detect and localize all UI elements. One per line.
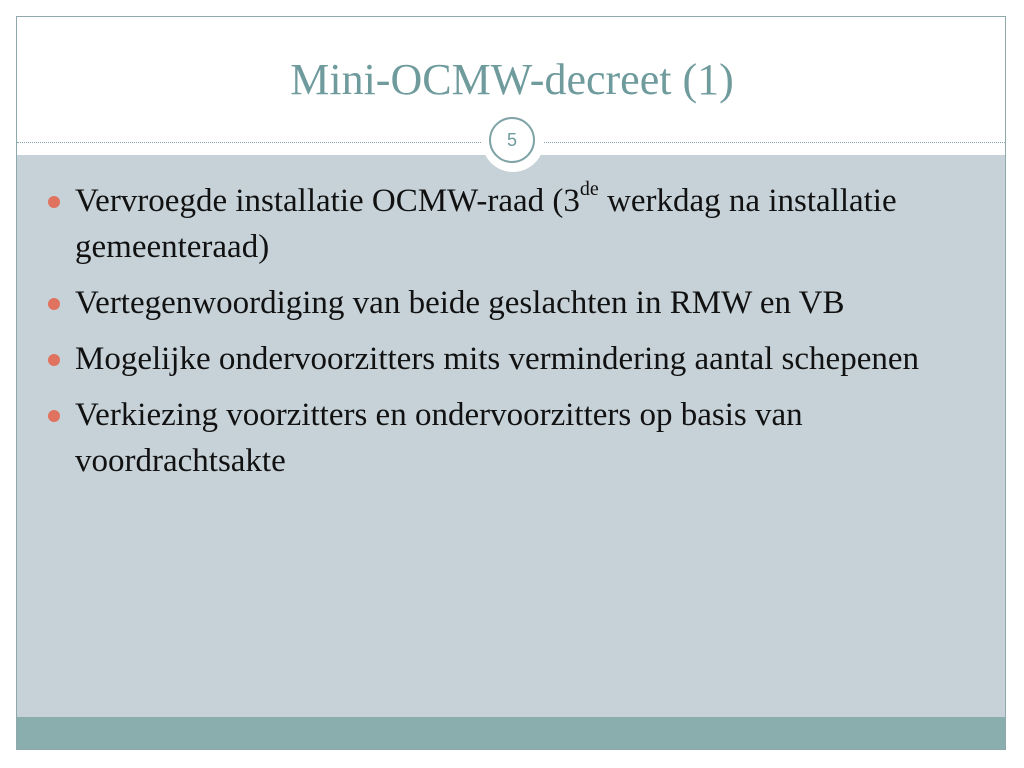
bullet-item — [48, 280, 988, 326]
bullet-item — [48, 336, 988, 382]
bullet-dot-icon — [48, 196, 60, 208]
bullet-text: Vervroegde installatie OCMW-raad (3 — [75, 183, 580, 219]
bullet-dot-icon — [48, 354, 60, 366]
bullet-text: Vertegenwoordiging van beide geslachten in RMW en VB — [75, 285, 845, 321]
bullet-item — [48, 392, 988, 484]
slide-title: Mini-OCMW-decreet (1) — [290, 55, 734, 104]
bullet-text: Mogelijke ondervoorzitters mits vermindering aantal schepenen — [75, 341, 919, 377]
bullet-text-continued: werkdag na installatie gemeenteraad) — [75, 183, 897, 265]
bullet-text: Verkiezing voorzitters en ondervoorzitters op basis van voordrachtsakte — [75, 397, 803, 479]
slide-number: 5 — [489, 117, 535, 163]
bullet-dot-icon — [48, 410, 60, 422]
bullet-superscript: de — [579, 178, 599, 200]
bullet-dot-icon — [48, 298, 60, 310]
bullet-list — [48, 178, 988, 494]
bullet-item — [48, 178, 988, 270]
footer-bar — [17, 717, 1005, 749]
